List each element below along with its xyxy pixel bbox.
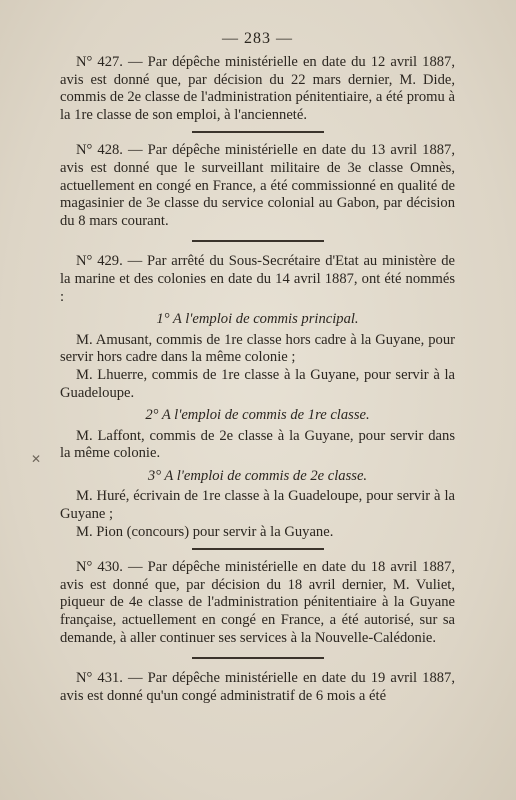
entry-427: N° 427. — Par dépêche ministérielle en date du 12 avril 1887, avis est donné que, par décision du 22 mars dernier, M. Dide, commis de 2e classe de l'administration pénitentiaire, a été promu à la 1re classe de son emploi, à l'ancienneté. — [60, 54, 455, 123]
separator-rule — [192, 657, 324, 659]
appointment-hure: M. Huré, écrivain de 1re classe à la Guadeloupe, pour servir à la Guyane ; — [60, 488, 455, 523]
page-content — [60, 30, 455, 705]
appointment-lhuerre: M. Lhuerre, commis de 1re classe à la Guyane, pour servir à la Guadeloupe. — [60, 366, 455, 401]
separator-rule — [192, 240, 324, 242]
appointment-pion: M. Pion (concours) pour servir à la Guyane. — [76, 523, 334, 540]
entry-429-intro: N° 429. — Par arrêté du Sous-Secrétaire d'Etat au ministère de la marine et des colonies en date du 14 avril 1887, ont été nommés : — [60, 253, 455, 305]
separator-rule — [192, 131, 324, 133]
page-number: — 283 — — [222, 30, 293, 47]
entry-430: N° 430. — Par dépêche ministérielle en date du 18 avril 1887, avis est donné que, par décision du 18 avril dernier, M. Vuliet, piqueur de 4e classe de l'administration pénitentiaire à la Guyane française, actuellement en congé en France, a été autorisé, sur sa demande, à aller continuer ses services à la Nouvelle-Calédonie. — [60, 559, 455, 646]
entry-431: N° 431. — Par dépêche ministérielle en date du 19 avril 1887, avis est donné qu'un congé administratif de 6 mois a été — [60, 670, 455, 704]
section-heading-commis-principal: 1° A l'emploi de commis principal. — [156, 311, 359, 328]
margin-mark: ✕ — [31, 452, 42, 466]
separator-rule — [192, 548, 324, 550]
appointment-amusant: M. Amusant, commis de 1re classe hors cadre à la Guyane, pour servir hors cadre dans la même colonie ; — [60, 331, 455, 366]
section-heading-commis-1re-classe: 2° A l'emploi de commis de 1re classe. — [145, 407, 370, 424]
appointment-laffont: M. Laffont, commis de 2e classe à la Guyane, pour servir dans la même colonie. — [60, 427, 455, 462]
entry-428: N° 428. — Par dépêche ministérielle en date du 13 avril 1887, avis est donné que le surveillant militaire de 3e classe Omnès, actuellement en congé en France, a été commissionné en qualité de magasinier de 3e classe du service colonial au Gabon, par décision du 8 mars courant. — [60, 142, 455, 229]
section-heading-commis-2e-classe: 3° A l'emploi de commis de 2e classe. — [147, 467, 368, 484]
